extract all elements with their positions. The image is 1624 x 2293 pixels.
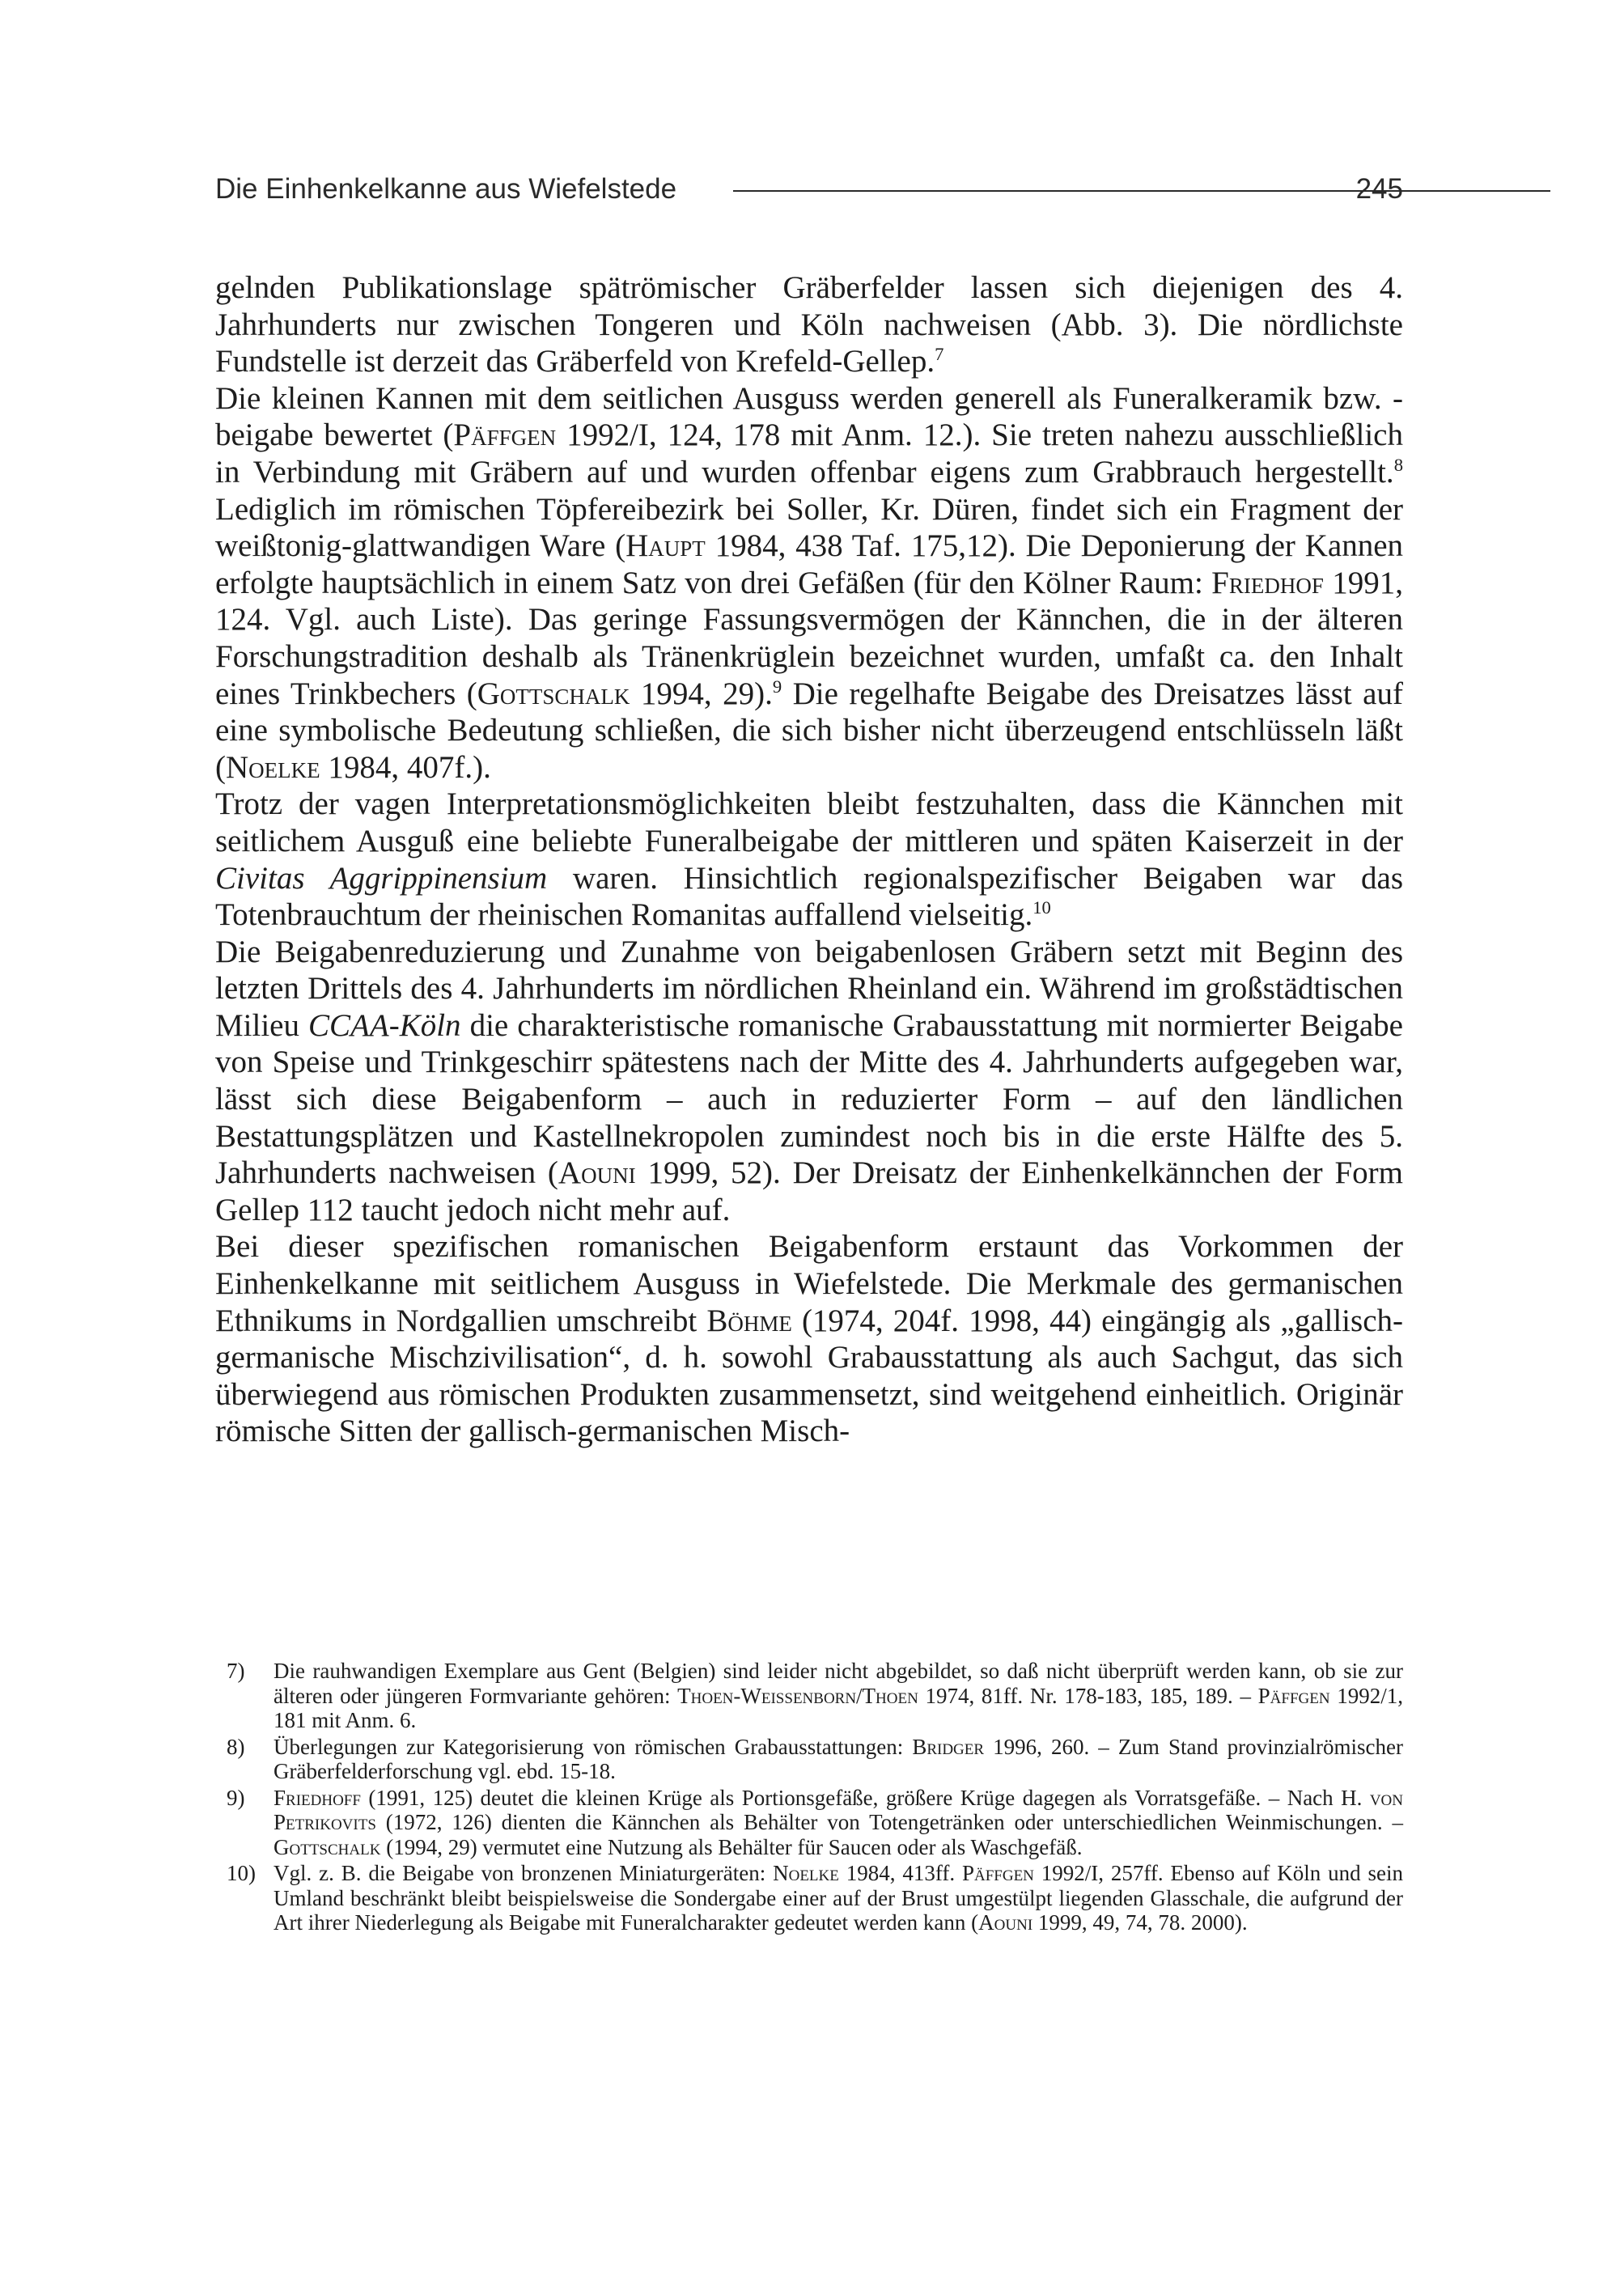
text-run: (1972, 126) dienten die Kännchen als Behälter von Totengetränken oder unterschiedlichen Weinmischungen. – <box>375 1810 1403 1834</box>
paragraph-4 <box>215 934 1403 1229</box>
running-title: Die Einhenkelkanne aus Wiefelstede <box>215 173 677 205</box>
footnotes <box>227 1659 1403 1937</box>
text-run: 1992/1, 181 mit Anm. 6. <box>273 1683 1403 1732</box>
text-run: Vgl. z. B. die Beigabe von bronzenen Miniaturgeräten: <box>273 1861 774 1885</box>
text-run: Die rauhwandigen Exemplare aus Gent (Belgien) sind leider nicht abgebildet, so daß nicht überprüft werden kann, ob sie zur älteren oder jüngeren Formvariante gehören: <box>273 1659 1403 1708</box>
paragraph-5 <box>215 1228 1403 1450</box>
paragraph-3 <box>215 786 1403 933</box>
footnote-9 <box>227 1786 1403 1860</box>
author-citation: Böhme <box>706 1303 792 1338</box>
text-run: die charakteristische romanische Grabausstattung mit normierter Beigabe von Speise und Trinkgeschirr spätestens nach der Mitte des 4. Jahrhunderts aufgegeben war, lässt sich diese Beigabenform – auch in reduzierter Form – auf den ländlichen Bestattungsplätzen und Kastellnekropolen zumindest noch bis in die erste Hälfte des 5. Jahrhunderts nachweisen ( <box>215 1007 1403 1191</box>
text-run: Lediglich im römischen Töpfereibezirk bei Soller, Kr. Düren, findet sich ein Fragment der weißtonig-glattwandigen Ware ( <box>215 491 1403 564</box>
author-citation: Aouni <box>978 1910 1033 1935</box>
italic-term: CCAA-Köln <box>308 1007 461 1043</box>
footnote-number: 8) <box>227 1734 245 1759</box>
text-run: Überlegungen zur Kategorisierung von römischen Grabausstattungen: <box>273 1734 913 1759</box>
text-run: 1992/I, 124, 178 mit Anm. 12.). Sie treten nahezu ausschließlich in Verbindung mit Gräbern auf und wurden offenbar eigens zum Grabbrauch hergestellt. <box>215 417 1403 490</box>
paragraph-2 <box>215 380 1403 786</box>
text-run: 1984, 407f.). <box>320 749 491 785</box>
footnote-ref-7[interactable]: 7 <box>935 344 944 365</box>
text-run: 1999, 52). Der Dreisatz der Einhenkelkännchen der Form Gellep 112 taucht jedoch nicht mehr auf. <box>215 1155 1403 1227</box>
text-run: 1996, 260. – Zum Stand provinzialrömischer Gräberfelderforschung vgl. ebd. 15-18. <box>273 1734 1403 1783</box>
author-citation: von Petrikovits <box>273 1785 1403 1834</box>
author-citation: Noelke <box>773 1861 839 1885</box>
text-run: 1994, 29). <box>630 676 773 711</box>
page-number: 245 <box>1355 173 1403 205</box>
text-run: Trotz der vagen Interpretationsmöglichkeiten bleibt festzuhalten, dass die Kännchen mit seitlichem Ausguß eine beliebte Funeralbeigabe der mittleren und späten Kaiserzeit in der <box>215 786 1403 858</box>
author-citation: Päffgen <box>961 1861 1034 1885</box>
author-citation: Haupt <box>625 528 706 564</box>
text-run: 1984, 438 Taf. 175,12). Die Deponierung der Kannen erfolgte hauptsächlich in einem Satz von drei Gefäßen (für den Kölner Raum: <box>215 528 1404 600</box>
text-run: Die regelhafte Beigabe des Dreisatzes lässt auf eine symbolische Bedeutung schließen, die sich bisher nicht überzeugend entschlüsseln läßt ( <box>215 676 1403 785</box>
header-rule <box>733 190 1550 192</box>
italic-term: Civitas Aggrippinensium <box>215 860 548 896</box>
author-citation: Thoen-Weissenborn/Thoen <box>677 1683 918 1708</box>
author-citation: Aouni <box>558 1155 636 1191</box>
running-header <box>215 168 1403 210</box>
footnote-ref-9[interactable]: 9 <box>772 676 782 697</box>
text-run: Die Beigabenreduzierung und Zunahme von beigabenlosen Gräbern setzt mit Beginn des letzten Drittels des 4. Jahrhunderts im nördlichen Rheinland ein. Während im großstädtischen Milieu <box>215 934 1403 1043</box>
text-run: waren. Hinsichtlich regionalspezifischer Beigaben war das Totenbrauchtum der rheinischen Romanitas auffallend vielseitig. <box>215 860 1403 933</box>
footnote-number: 9) <box>227 1785 245 1810</box>
text-run: 1984, 413ff. <box>838 1861 962 1885</box>
footnote-number: 10) <box>227 1861 256 1885</box>
footnote-8 <box>227 1735 1403 1784</box>
text-run: Die kleinen Kannen mit dem seitlichen Ausguss werden generell als Funeralkeramik bzw. -beigabe bewertet ( <box>215 380 1403 453</box>
text-run: (1994, 29) vermutet eine Nutzung als Behälter für Saucen oder als Waschgefäß. <box>380 1834 1083 1859</box>
author-citation: Päffgen <box>1257 1683 1330 1708</box>
author-citation: Päffgen <box>453 417 557 453</box>
author-citation: Friedhoff <box>273 1785 361 1810</box>
text-run: gelnden Publikationslage spätrömischer Gräberfelder lassen sich diejenigen des 4. Jahrhunderts nur zwischen Tongeren und Köln nachweisen (Abb. 3). Die nördlichste Fundstelle ist derzeit das Gräberfeld von Krefeld-Gellep. <box>215 270 1403 379</box>
footnote-number: 7) <box>227 1659 245 1683</box>
footnote-10 <box>227 1861 1403 1935</box>
text-run: 1999, 49, 74, 78. 2000). <box>1032 1910 1248 1935</box>
author-citation: Friedhof <box>1211 565 1324 600</box>
text-run: (1974, 204f. 1998, 44) eingängig als „gallisch-germanische Mischzivilisation“, d. h. sowohl Grabausstattung als auch Sachgut, das sich überwiegend aus römischen Produkten zusammensetzt, sind weitgehend einheitlich. Originär römische Sitten der gallisch-germanischen Misch- <box>215 1303 1403 1449</box>
footnote-7 <box>227 1659 1403 1733</box>
text-run: (1991, 125) deutet die kleinen Krüge als Portionsgefäße, größere Krüge dagegen als Vorratsgefäße. – Nach H. <box>360 1785 1370 1810</box>
text-run: 1991, 124. Vgl. auch Liste). Das geringe Fassungsvermögen der Kännchen, die in der älteren Forschungstradition deshalb als Tränenkrüglein bezeichnet wurden, umfaßt ca. den Inhalt eines Trinkbechers ( <box>215 565 1403 711</box>
paragraph-1 <box>215 269 1403 380</box>
main-text <box>215 269 1403 1450</box>
author-citation: Gottschalk <box>477 676 630 711</box>
footnote-ref-8[interactable]: 8 <box>1393 454 1403 475</box>
author-citation: Noelke <box>226 749 320 785</box>
text-run: 1992/I, 257ff. Ebenso auf Köln und sein Umland beschränkt bleibt beispielsweise die Sondergabe einer auf der Brust umgestülpt liegenden Glasschale, die aufgrund der Art ihrer Niederlegung als Beigabe mit Funeralcharakter gedeutet werden kann ( <box>273 1861 1403 1935</box>
text-run: 1974, 81ff. Nr. 178-183, 185, 189. – <box>918 1683 1258 1708</box>
author-citation: Gottschalk <box>273 1834 381 1859</box>
footnote-ref-10[interactable]: 10 <box>1032 897 1051 918</box>
author-citation: Bridger <box>912 1734 985 1759</box>
text-run: Bei dieser spezifischen romanischen Beigabenform erstaunt das Vorkommen der Einhenkelkanne mit seitlichem Ausguss in Wiefelstede. Die Merkmale des germanischen Ethnikums in Nordgallien umschreibt <box>215 1229 1403 1338</box>
